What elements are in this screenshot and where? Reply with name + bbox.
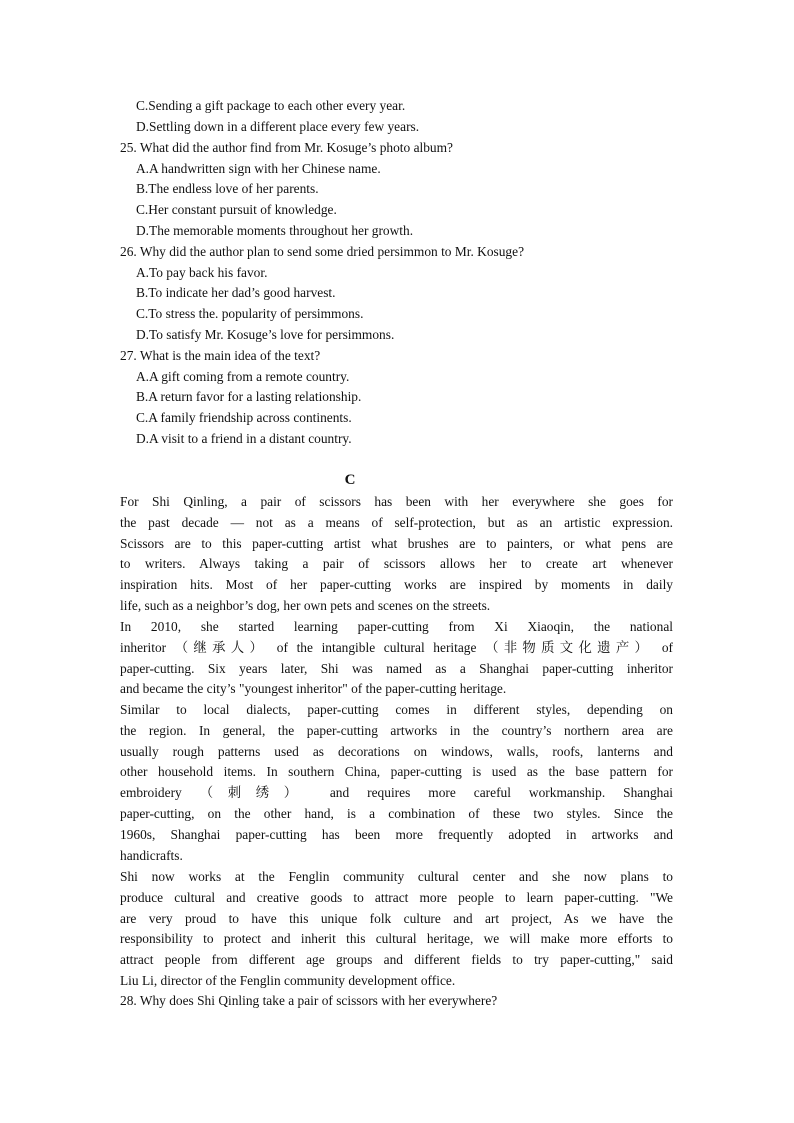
paragraph-line: produce cultural and creative goods to attract more people to learn paper-cutting. "We — [120, 889, 673, 905]
q28-stem: 28. Why does Shi Qinling take a pair of scissors with her everywhere? — [120, 993, 498, 1008]
paragraph-line: life, such as a neighbor’s dog, her own pets and scenes on the streets. — [120, 597, 491, 613]
paragraph-line: and became the city’s "youngest inheritor" of the paper-cutting heritage. — [120, 681, 507, 697]
section-heading: C — [344, 472, 356, 488]
paragraph-line: responsibility to protect and inherit this cultural heritage, we will make more efforts to — [120, 931, 673, 947]
paragraph-line: In 2010, she started learning paper-cutting from Xi Xiaoqin, the national — [120, 619, 673, 634]
paragraph-line: inspiration hits. Most of her paper-cutting works are inspired by moments in daily — [120, 577, 673, 593]
paragraph-line: are very proud to have this unique folk culture and art project, As we have the — [120, 910, 673, 926]
paragraph-4 — [120, 867, 673, 992]
paragraph-line: inheritor （继承人） of the intangible cultural heritage （非物质文化遗产） of — [120, 639, 673, 655]
paragraph-line: usually rough patterns used as decorations on windows, walls, roofs, lanterns and — [120, 743, 673, 759]
q25-option-c: C.Her constant pursuit of knowledge. — [136, 202, 337, 217]
q25-option-a: A.A handwritten sign with her Chinese name. — [136, 161, 381, 176]
paragraph-line: attract people from different age groups and different fields to try paper-cutting," said — [120, 952, 673, 968]
q25-option-d: D.The memorable moments throughout her growth. — [136, 223, 414, 238]
paragraph-line: handicrafts. — [120, 847, 183, 863]
paragraph-line: to writers. Always taking a pair of scissors allows her to create art whenever — [120, 556, 673, 572]
paragraph-line: paper-cutting, on the other hand, is a combination of these two styles. Since the — [120, 805, 673, 821]
q24-option-d: D.Settling down in a different place every few years. — [136, 119, 420, 134]
q27-stem: 27. What is the main idea of the text? — [120, 348, 321, 363]
paragraph-line: paper-cutting. Six years later, Shi was named as a Shanghai paper-cutting inheritor — [120, 660, 673, 676]
q26-option-a: A.To pay back his favor. — [136, 265, 268, 280]
q26-option-c: C.To stress the. popularity of persimmons. — [136, 306, 364, 321]
paragraph-line: embroidery （刺绣） and requires more careful workmanship. Shanghai — [120, 785, 673, 801]
q25-stem: 25. What did the author find from Mr. Kosuge’s photo album? — [120, 140, 453, 155]
q24-option-c: C.Sending a gift package to each other every year. — [136, 98, 406, 113]
q26-option-b: B.To indicate her dad’s good harvest. — [136, 285, 336, 300]
q27-option-a: A.A gift coming from a remote country. — [136, 369, 350, 384]
paragraph-line: the past decade — not as a means of self-protection, but as an artistic expression. — [120, 514, 673, 530]
q26-option-d: D.To satisfy Mr. Kosuge’s love for persimmons. — [136, 327, 395, 342]
paragraph-1 — [120, 492, 673, 617]
q26-stem: 26. Why did the author plan to send some dried persimmon to Mr. Kosuge? — [120, 244, 525, 259]
q27-option-c: C.A family friendship across continents. — [136, 410, 352, 425]
paragraph-line: 1960s, Shanghai paper-cutting has been more frequently adopted in artworks and — [120, 826, 673, 842]
paragraph-line: other household items. In southern China, paper-cutting is used as the base pattern for — [120, 764, 673, 780]
paragraph-line: Scissors are to this paper-cutting artist what brushes are to painters, or what pens are — [120, 535, 673, 551]
q25-option-b: B.The endless love of her parents. — [136, 181, 319, 196]
paragraph-2 — [120, 617, 673, 700]
paragraph-line: Similar to local dialects, paper-cutting comes in different styles, depending on — [120, 702, 673, 717]
paragraph-3 — [120, 700, 673, 866]
q27-option-d: D.A visit to a friend in a distant country. — [136, 431, 352, 446]
q27-option-b: B.A return favor for a lasting relationship. — [136, 389, 362, 404]
paragraph-line: Liu Li, director of the Fenglin community development office. — [120, 972, 456, 988]
paragraph-line: For Shi Qinling, a pair of scissors has been with her everywhere she goes for — [120, 494, 673, 509]
paragraph-line: Shi now works at the Fenglin community cultural center and she now plans to — [120, 869, 673, 884]
paragraph-line: the region. In general, the paper-cutting artworks in the country’s northern area are — [120, 722, 673, 738]
